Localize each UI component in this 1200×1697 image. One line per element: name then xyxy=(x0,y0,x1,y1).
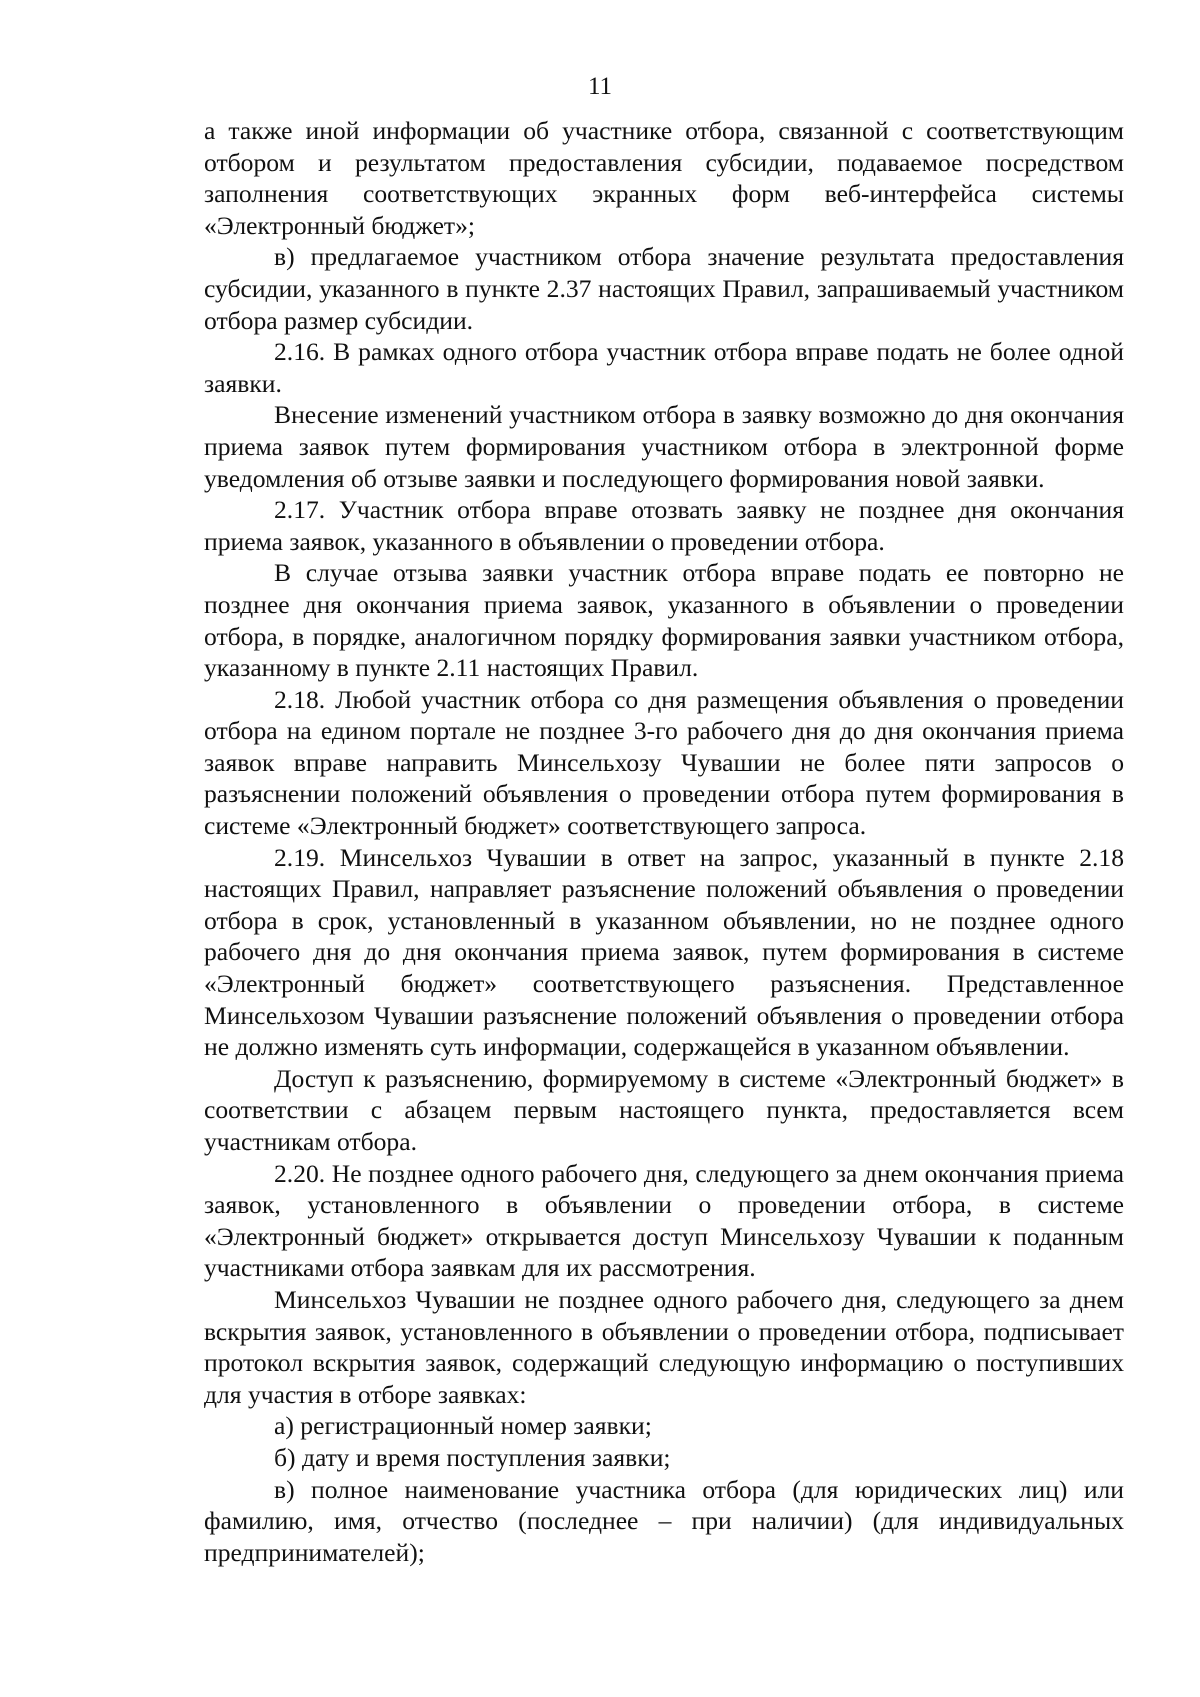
document-body xyxy=(204,115,1124,1568)
paragraph: 2.20. Не позднее одного рабочего дня, следующего за днем окончания приема заявок, установленного в объявлении о проведении отбора, в системе «Электронный бюджет» открывается доступ Минсельхозу Чувашии к поданным участниками отбора заявкам для их рассмотрения. xyxy=(204,1158,1124,1283)
paragraph: 2.17. Участник отбора вправе отозвать заявку не позднее дня окончания приема заявок, указанного в объявлении о проведении отбора. xyxy=(204,495,1124,556)
paragraph: 2.18. Любой участник отбора со дня размещения объявления о проведении отбора на едином портале не позднее 3-го рабочего дня до дня окончания приема заявок вправе направить Минсельхозу Чувашии не более пяти запросов о разъяснении положений объявления о проведении отбора путем формирования в системе «Электронный бюджет» соответствующего запроса. xyxy=(204,684,1124,841)
paragraph: а также иной информации об участнике отбора, связанной с соответствующим отбором и результатом предоставления субсидии, подаваемое посредством заполнения соответствующих экранных форм веб-интерфейса системы «Электронный бюджет»; xyxy=(204,116,1124,240)
paragraph: В случае отзыва заявки участник отбора вправе подать ее повторно не позднее дня окончания приема заявок, указанного в объявлении о проведении отбора, в порядке, аналогичном порядку формирования заявки участником отбора, указанному в пункте 2.11 настоящих Правил. xyxy=(204,558,1124,683)
paragraph: Внесение изменений участником отбора в заявку возможно до дня окончания приема заявок путем формирования участником отбора в электронной форме уведомления об отзыве заявки и последующего формирования новой заявки. xyxy=(204,400,1124,493)
paragraph: в) полное наименование участника отбора (для юридических лиц) или фамилию, имя, отчество (последнее – при наличии) (для индивидуальных предпринимателей); xyxy=(204,1474,1124,1567)
paragraph: Минсельхоз Чувашии не позднее одного рабочего дня, следующего за днем вскрытия заявок, установленного в объявлении о проведении отбора, подписывает протокол вскрытия заявок, содержащий следующую информацию о поступивших для участия в отборе заявках: xyxy=(204,1284,1124,1409)
paragraph: б) дату и время поступления заявки; xyxy=(274,1442,671,1472)
paragraph: 2.19. Минсельхоз Чувашии в ответ на запрос, указанный в пункте 2.18 настоящих Правил, направляет разъяснение положений объявления о проведении отбора в срок, установленный в указанном объявлении, но не позднее одного рабочего дня до дня окончания приема заявок, путем формирования в системе «Электронный бюджет» соответствующего разъяснения. Представленное Минсельхозом Чувашии разъяснение положений объявления о проведении отбора не должно изменять суть информации, содержащейся в указанном объявлении. xyxy=(204,842,1124,1062)
paragraph: Доступ к разъяснению, формируемому в системе «Электронный бюджет» в соответствии с абзацем первым настоящего пункта, предоставляется всем участникам отбора. xyxy=(204,1063,1124,1156)
paragraph: 2.16. В рамках одного отбора участник отбора вправе подать не более одной заявки. xyxy=(204,337,1124,398)
page-number: 11 xyxy=(587,73,613,100)
paragraph: в) предлагаемое участником отбора значение результата предоставления субсидии, указанного в пункте 2.37 настоящих Правил, запрашиваемый участником отбора размер субсидии. xyxy=(204,242,1124,335)
paragraph: а) регистрационный номер заявки; xyxy=(274,1411,652,1441)
